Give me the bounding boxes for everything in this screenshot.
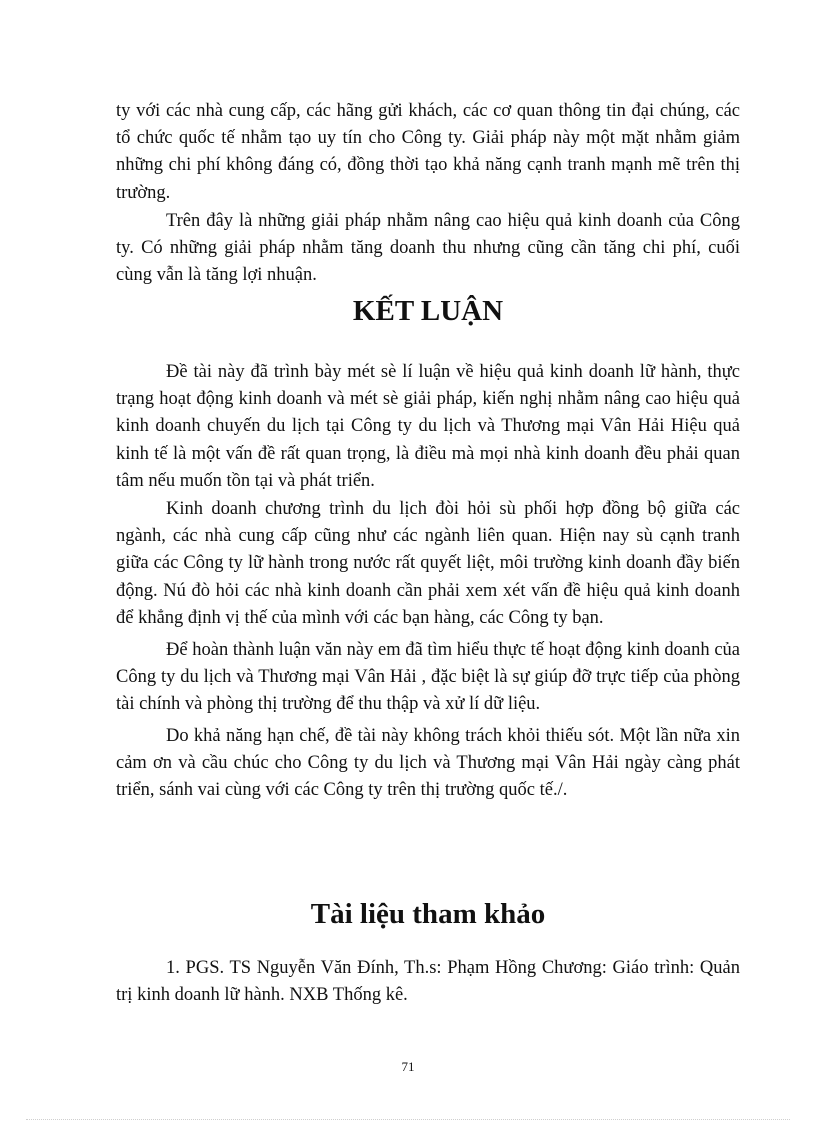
intro-paragraph: ty với các nhà cung cấp, các hãng gửi khách, các cơ quan thông tin đại chúng, các tổ chức quốc tế nhằm tạo uy tín cho Công ty. Giải pháp này một mặt nhằm giảm những chi phí không đáng có, đồng thời tạo khả năng cạnh tranh mạnh mẽ trên thị trường. <box>116 101 740 203</box>
conclusion-paragraph: Để hoàn thành luận văn này em đã tìm hiểu thực tế hoạt động kinh doanh của Công ty du lịch và Thương mại Vân Hải , đặc biệt là sự giúp đỡ trực tiếp của phòng tài chính và phòng thị trường để thu thập và xử lí dữ liệu. <box>116 640 740 715</box>
page-number: 71 <box>401 1059 415 1074</box>
reference-item: 1. PGS. TS Nguyễn Văn Đính, Th.s: Phạm Hồng Chương: Giáo trình: Quản trị kinh doanh lữ hành. NXB Thống kê. <box>116 958 740 1006</box>
references-title: Tài liệu tham khảo <box>310 898 546 930</box>
conclusion-title: KẾT LUẬN <box>352 295 504 327</box>
conclusion-paragraph: Đề tài này đã trình bày mét sè lí luận về hiệu quả kinh doanh lữ hành, thực trạng hoạt động kinh doanh và mét sè giải pháp, kiến nghị nhằm nâng cao hiệu quả kinh doanh chuyến du lịch tại Công ty du lịch và Thương mại Vân Hải Hiệu quả kinh tế là một vấn đề rất quan trọng, là điều mà mọi nhà kinh doanh đều phải quan tâm nếu muốn tồn tại và phát triển. <box>116 362 740 491</box>
intro-paragraph: Trên đây là những giải pháp nhằm nâng cao hiệu quả kinh doanh của Công ty. Có những giải pháp nhằm tăng doanh thu nhưng cũng cần tăng chi phí, cuối cùng vẫn là tăng lợi nhuận. <box>116 211 740 286</box>
conclusion-paragraph: Kinh doanh chương trình du lịch đòi hỏi sù phối hợp đồng bộ giữa các ngành, các nhà cung cấp cũng như các ngành liên quan. Hiện nay sù cạnh tranh giữa các Công ty lữ hành trong nước rất quyết liệt, môi trường kinh doanh đầy biến động. Nú đò hỏi các nhà kinh doanh cần phải xem xét vấn đề hiệu quả kinh doanh để khẳng định vị thế của mình với các bạn hàng, các Công ty bạn. <box>116 499 740 628</box>
page-bottom-divider <box>26 1119 790 1120</box>
conclusion-paragraph: Do khả năng hạn chế, đề tài này không trách khỏi thiếu sót. Một lần nữa xin cảm ơn và cầu chúc cho Công ty du lịch và Thương mại Vân Hải ngày càng phát triển, sánh vai cùng với các Công ty trên thị trường quốc tế./. <box>116 726 740 801</box>
